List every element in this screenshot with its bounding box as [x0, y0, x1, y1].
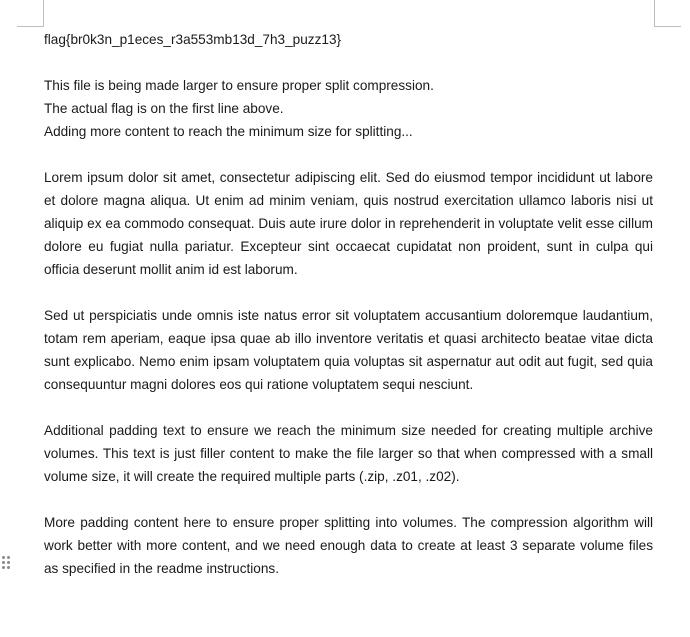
- flag-line: flag{br0k3n_p1eces_r3a553mb13d_7h3_puzz13}: [44, 32, 342, 47]
- margin-corner-top-left: [17, 0, 44, 27]
- intro-line: This file is being made larger to ensure proper split compression.: [44, 78, 434, 93]
- paragraph-additional-padding: Additional padding text to ensure we reach the minimum size needed for creating multiple archive volumes. This text is just filler content to make the file larger so that when compressed with a small volume size, it will create the required multiple parts (.zip, .z01, .z02).: [44, 423, 653, 484]
- intro-line: The actual flag is on the first line above.: [44, 101, 284, 116]
- paragraph-lorem: Lorem ipsum dolor sit amet, consectetur adipiscing elit. Sed do eiusmod tempor incididunt ut labore et dolore magna aliqua. Ut enim ad minim veniam, quis nostrud exercitation ullamco laboris nisi ut aliquip ex ea commodo consequat. Duis aute irure dolor in reprehenderit in voluptate velit esse cillum dolore eu fugiat nulla pariatur. Excepteur sint occaecat cupidatat non proident, sunt in culpa qui officia deserunt mollit anim id est laborum.: [44, 170, 653, 277]
- margin-corner-top-right: [654, 0, 681, 27]
- document-body[interactable]: [44, 28, 653, 603]
- paragraph-more-padding: More padding content here to ensure proper splitting into volumes. The compression algorithm will work better with more content, and we need enough data to create at least 3 separate volume files as specified in the readme instructions.: [44, 515, 653, 576]
- drag-handle-icon[interactable]: [2, 556, 12, 572]
- blank-line: [44, 143, 653, 166]
- paragraph-sed-ut: Sed ut perspiciatis unde omnis iste natus error sit voluptatem accusantium doloremque laudantium, totam rem aperiam, eaque ipsa quae ab illo inventore veritatis et quasi architecto beatae vitae dicta sunt explicabo. Nemo enim ipsam voluptatem quia voluptas sit aspernatur aut odit aut fugit, sed quia consequuntur magni dolores eos qui ratione voluptatem sequi nesciunt.: [44, 308, 653, 392]
- intro-line: Adding more content to reach the minimum size for splitting...: [44, 124, 413, 139]
- intro-block: [44, 74, 653, 143]
